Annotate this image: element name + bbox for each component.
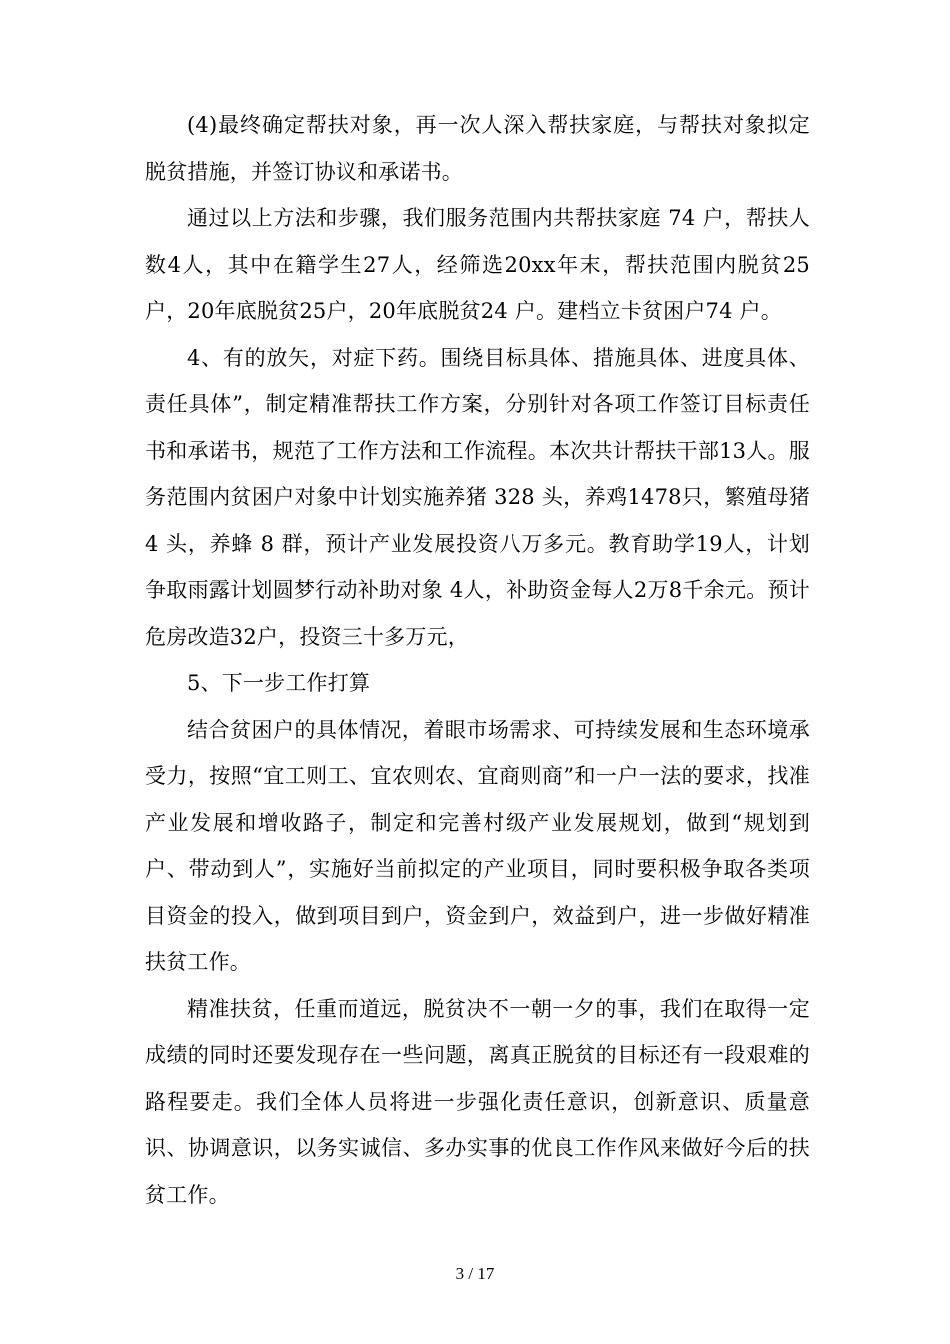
paragraph-step-4-final-selection: (4)最终确定帮扶对象，再一次人深入帮扶家庭，与帮扶对象拟定脱贫措施，并签订协议和承诺书。 [145, 113, 810, 184]
page-number: 3 / 17 [455, 1264, 495, 1283]
document-body [145, 102, 810, 1218]
paragraph-assistance-summary: 通过以上方法和步骤，我们服务范围内共帮扶家庭 74 户，帮扶人数4人，其中在籍学生27人，经筛选20xx年末，帮扶范围内脱贫25 户，20年底脱贫25户，20年底脱贫24 户。建档立卡贫困户74 户。 [145, 206, 810, 323]
paragraph-next-steps-plan: 结合贫困户的具体情况，着眼市场需求、可持续发展和生态环境承受力，按照“宜工则工、宜农则农、宜商则商”和一户一法的要求，找准产业发展和增收路子，制定和完善村级产业发展规划，做到“规划到户、带动到人”，实施好当前拟定的产业项目，同时要积极争取各类项目资金的投入，做到项目到户，资金到户，效益到户，进一步做好精准扶贫工作。 [145, 717, 810, 974]
paragraph-conclusion: 精准扶贫，任重而道远，脱贫决不一朝一夕的事，我们在取得一定成绩的同时还要发现存在一些问题，离真正脱贫的目标还有一段艰难的路程要走。我们全体人员将进一步强化责任意识，创新意识、质量意识、协调意识，以务实诚信、多办实事的优良工作作风来做好今后的扶贫工作。 [145, 996, 810, 1207]
paragraph-targeted-measures: 4、有的放矢，对症下药。围绕目标具体、措施具体、进度具体、责任具体”，制定精准帮扶工作方案，分别针对各项工作签订目标责任书和承诺书，规范了工作方法和工作流程。本次共计帮扶干部13人。服务范围内贫困户对象中计划实施养猪 328 头，养鸡1478只，繁殖母猪4 头，养蜂 8 群，预计产业发展投资八万多元。教育助学19人，计划争取雨露计划圆梦行动补助对象 4人，补助资金每人2万8千余元。预计危房改造32户，投资三十多万元， [145, 345, 810, 649]
section-heading-next-steps: 5、下一步工作打算 [187, 671, 371, 695]
